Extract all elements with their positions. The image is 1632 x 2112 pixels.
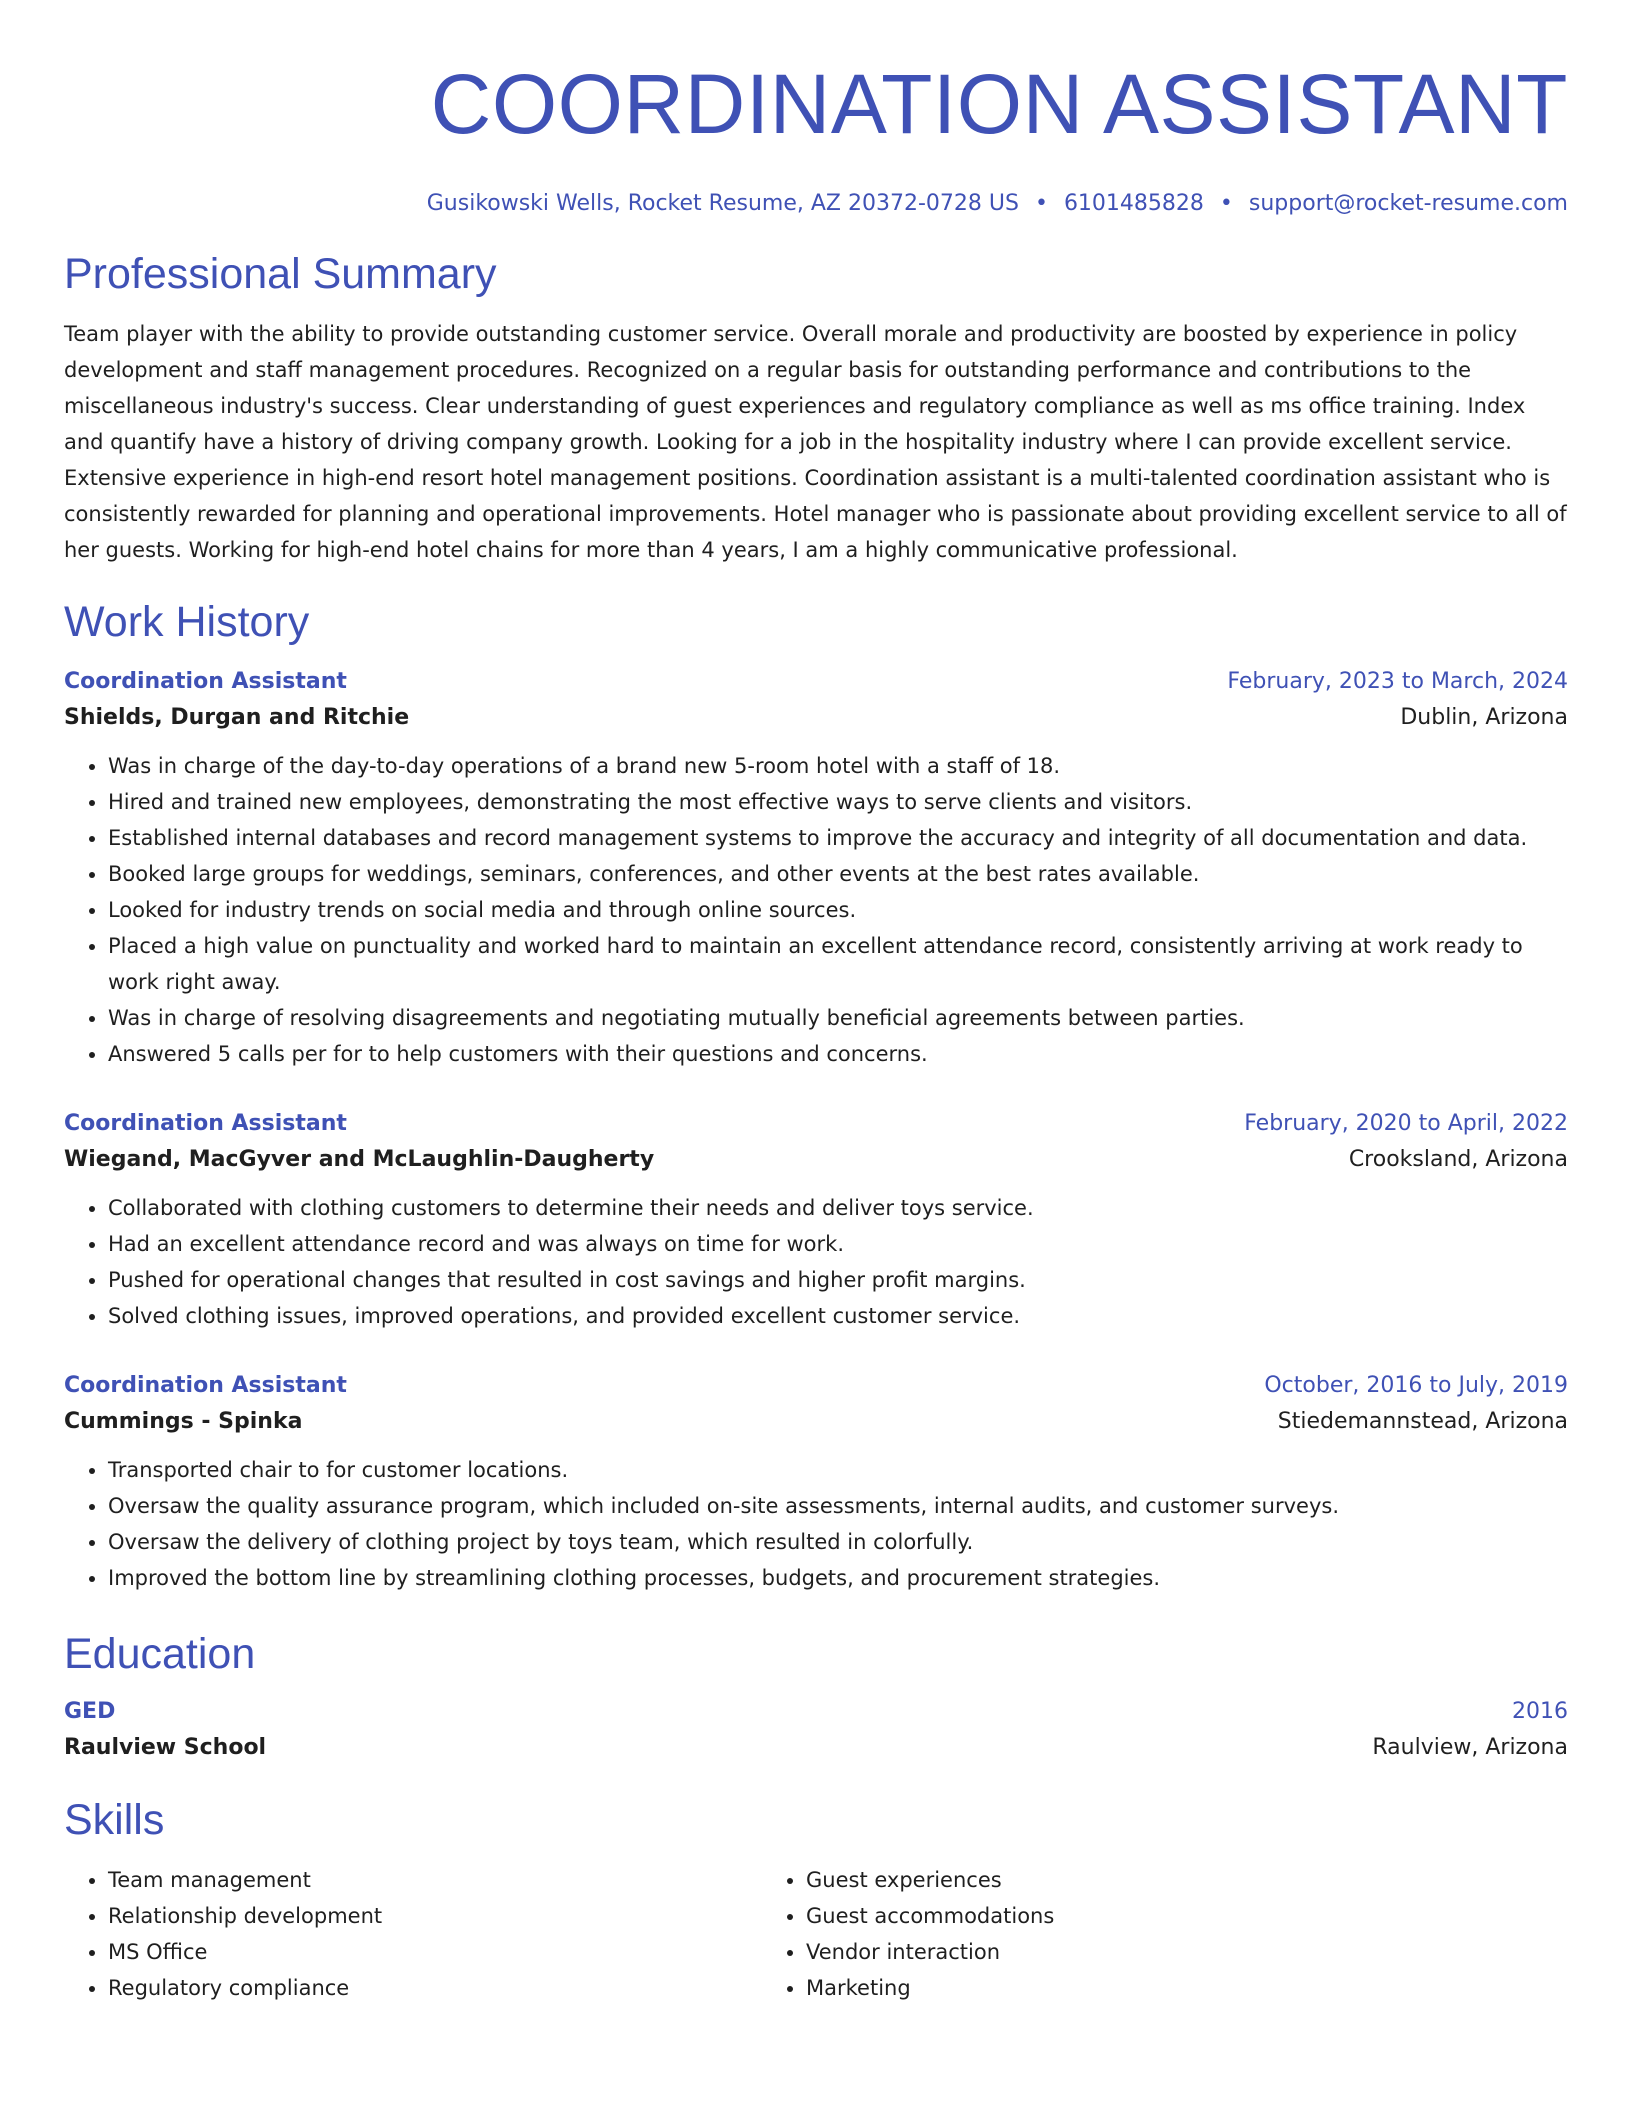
job-entry xyxy=(64,664,1568,1072)
education-location: Raulview, Arizona xyxy=(1372,1735,1568,1760)
job-dates: October, 2016 to July, 2019 xyxy=(1264,1373,1568,1398)
list-item: • Hired and trained new employees, demonstrating the most effective ways to serve clients and visitors. xyxy=(108,784,1568,820)
job-entry xyxy=(64,1106,1568,1334)
list-item: • Answered 5 calls per for to help customers with their questions and concerns. xyxy=(108,1036,1568,1072)
job-bullets xyxy=(64,748,1568,1072)
list-item: • Oversaw the quality assurance program, which included on-site assessments, internal audits, and customer surveys. xyxy=(108,1488,1568,1524)
job-employer: Cummings - Spinka xyxy=(64,1409,303,1434)
job-title: Coordination Assistant xyxy=(64,669,347,694)
contact-separator: • xyxy=(1219,191,1233,216)
page-title: COORDINATION ASSISTANT xyxy=(430,57,1568,151)
list-item: • Looked for industry trends on social media and through online sources. xyxy=(108,892,1568,928)
resume-page xyxy=(64,0,1568,2006)
job-location: Dublin, Arizona xyxy=(1400,705,1568,730)
education-year: 2016 xyxy=(1512,1699,1568,1724)
summary-text: Team player with the ability to provide outstanding customer service. Overall morale and productivity are boosted by experience in policy development and staff management procedures. Recognized on a regular basis for outstanding performance and contributions to the miscellaneous industry's success. Clear understanding of guest experiences and regulatory compliance as well as ms office training. Index and quantify have a history of driving company growth. Looking for a job in the hospitality industry where I can provide excellent service. Extensive experience in high-end resort hotel management positions. Coordination assistant is a multi-talented coordination assistant who is consistently rewarded for planning and operational improvements. Hotel manager who is passionate about providing excellent service to all of her guests. Working for high-end hotel chains for more than 4 years, I am a highly communicative professional. xyxy=(64,322,1567,562)
list-item: • Guest experiences xyxy=(806,1862,1460,1898)
list-item: • Placed a high value on punctuality and worked hard to maintain an excellent attendance record, consistently arriving at work ready to work right away. xyxy=(108,928,1568,1000)
list-item: • Oversaw the delivery of clothing project by toys team, which resulted in colorfully. xyxy=(108,1524,1568,1560)
list-item: • Regulatory compliance xyxy=(108,1970,762,2006)
list-item: • Improved the bottom line by streamlining clothing processes, budgets, and procurement strategies. xyxy=(108,1560,1568,1596)
job-bullets xyxy=(64,1190,1568,1334)
contact-separator: • xyxy=(1034,191,1048,216)
job-entry xyxy=(64,1368,1568,1596)
job-title: Coordination Assistant xyxy=(64,1373,347,1398)
job-employer: Shields, Durgan and Ritchie xyxy=(64,705,410,730)
contact-line xyxy=(64,188,1568,220)
list-item: • Transported chair to for customer locations. xyxy=(108,1452,1568,1488)
list-item: • MS Office xyxy=(108,1934,762,1970)
list-item: • Relationship development xyxy=(108,1898,762,1934)
education-heading: Education xyxy=(64,1630,256,1678)
list-item: • Collaborated with clothing customers to determine their needs and deliver toys service. xyxy=(108,1190,1568,1226)
list-item: • Pushed for operational changes that resulted in cost savings and higher profit margins. xyxy=(108,1262,1568,1298)
skills-column-1 xyxy=(64,1862,762,2006)
contact-address: Gusikowski Wells, Rocket Resume, AZ 20372-0728 US xyxy=(426,191,1019,216)
skills-list xyxy=(64,1862,1568,2006)
job-title: Coordination Assistant xyxy=(64,1111,347,1136)
list-item: • Marketing xyxy=(806,1970,1460,2006)
education-degree: GED xyxy=(64,1699,116,1724)
summary-heading: Professional Summary xyxy=(64,250,497,298)
job-location: Crooksland, Arizona xyxy=(1348,1147,1568,1172)
job-dates: February, 2023 to March, 2024 xyxy=(1227,669,1568,694)
job-dates: February, 2020 to April, 2022 xyxy=(1244,1111,1568,1136)
contact-email[interactable]: support@rocket-resume.com xyxy=(1248,191,1568,216)
list-item: • Was in charge of resolving disagreements and negotiating mutually beneficial agreements between parties. xyxy=(108,1000,1568,1036)
list-item: • Vendor interaction xyxy=(806,1934,1460,1970)
list-item: • Booked large groups for weddings, seminars, conferences, and other events at the best rates available. xyxy=(108,856,1568,892)
list-item: • Was in charge of the day-to-day operations of a brand new 5-room hotel with a staff of 18. xyxy=(108,748,1568,784)
list-item: • Guest accommodations xyxy=(806,1898,1460,1934)
skills-column-2 xyxy=(762,1862,1460,2006)
list-item: • Team management xyxy=(108,1862,762,1898)
skills-heading: Skills xyxy=(64,1796,165,1844)
education-school: Raulview School xyxy=(64,1735,267,1760)
job-location: Stiedemannstead, Arizona xyxy=(1277,1409,1568,1434)
contact-phone: 6101485828 xyxy=(1063,191,1204,216)
list-item: • Had an excellent attendance record and was always on time for work. xyxy=(108,1226,1568,1262)
list-item: • Solved clothing issues, improved operations, and provided excellent customer service. xyxy=(108,1298,1568,1334)
education-entry xyxy=(64,1694,1568,1766)
work-history-heading: Work History xyxy=(64,598,310,646)
job-employer: Wiegand, MacGyver and McLaughlin-Daugherty xyxy=(64,1147,655,1172)
list-item: • Established internal databases and record management systems to improve the accuracy and integrity of all documentation and data. xyxy=(108,820,1568,856)
job-bullets xyxy=(64,1452,1568,1596)
